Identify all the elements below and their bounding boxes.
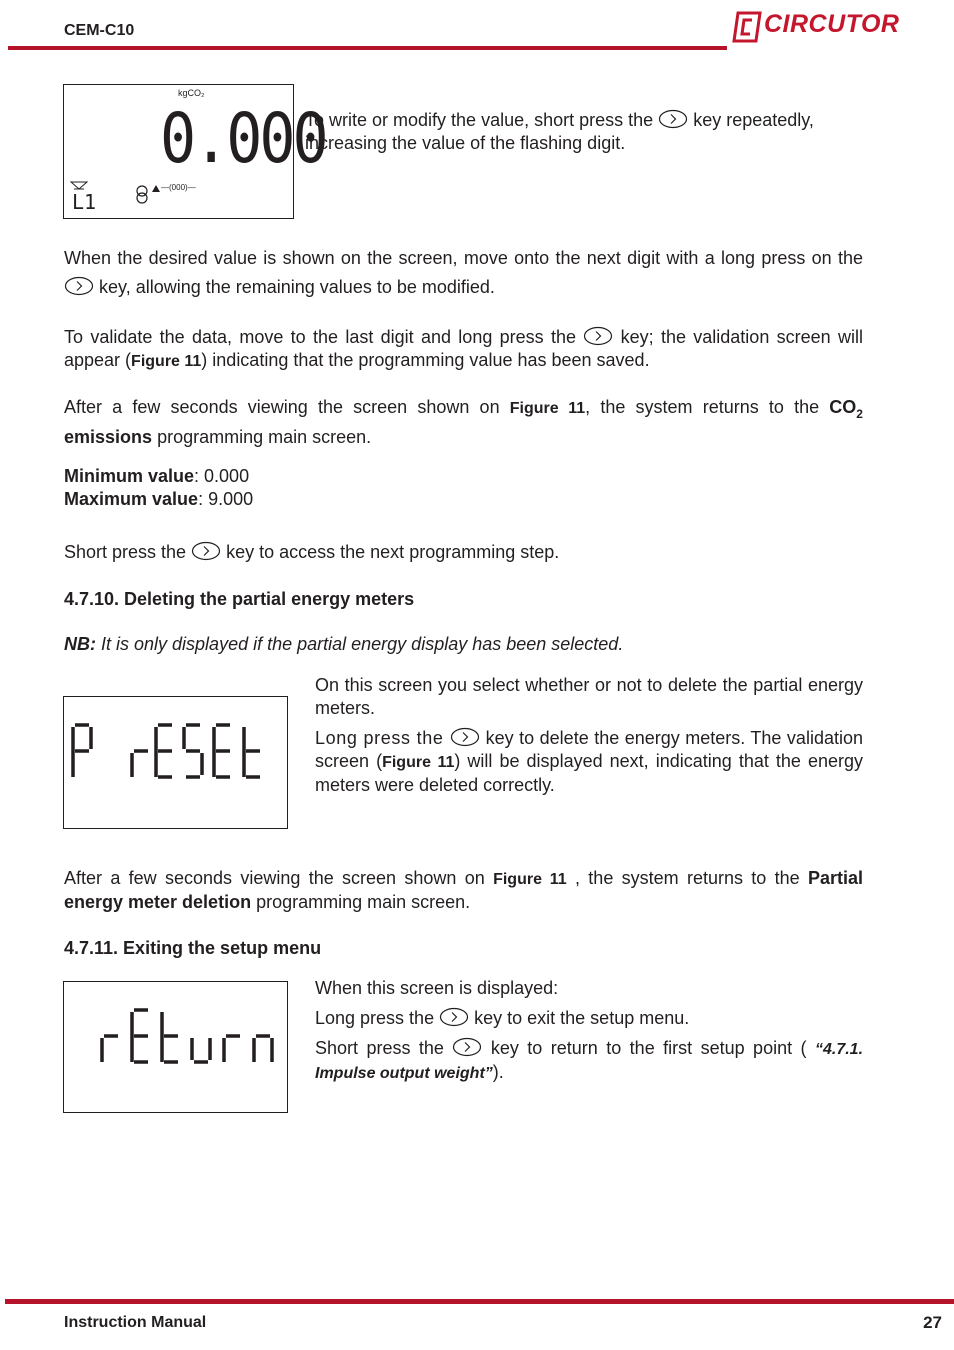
right-key-icon xyxy=(450,727,480,747)
lcd-display-co2 xyxy=(63,84,326,219)
paragraph-exit-setup: Long press the key to exit the setup menu. xyxy=(315,1008,690,1028)
paragraph-validate: To validate the data, move to the last digit and long press the key; the validation screen will appear (Figure 11) indicating that the programming value has been saved. xyxy=(64,327,863,370)
figure-reference: Figure 11 xyxy=(382,754,455,771)
footer-manual-label: Instruction Manual xyxy=(64,1314,207,1331)
paragraph-return-co2: After a few seconds viewing the screen shown on Figure 11, the system returns to the $CO_2$ emissions programming main screen. xyxy=(64,397,863,447)
footer-rule xyxy=(5,1299,954,1304)
header-rule xyxy=(8,46,727,50)
right-key-icon xyxy=(439,1007,469,1027)
paragraph-next-digit: When the desired value is shown on the screen, move onto the next digit with a long press on the key, allowing the remaining values to be modified. xyxy=(64,248,863,297)
up-arrow-icon xyxy=(151,184,161,194)
lcd-counter-indicator: —(000)— xyxy=(161,183,196,192)
figure-reference: Figure 11 xyxy=(493,871,567,888)
min-max-values xyxy=(64,465,564,511)
section-heading-4-7-11: 4.7.11. Exiting the setup menu xyxy=(64,938,322,958)
min-value-label: Minimum value xyxy=(64,466,195,486)
paragraph-delete-key: Long press the key to delete the energy meters. The validation screen (Figure 11) will be displayed next, indicating that the energy meters were deleted correctly. xyxy=(315,728,864,795)
lcd-display-return xyxy=(63,981,288,1113)
paragraph-next-step: Short press the key to access the next programming step. xyxy=(64,542,560,562)
max-value: : 9.000 xyxy=(198,489,254,509)
right-key-icon xyxy=(658,109,688,129)
lcd-display-reset xyxy=(63,696,288,829)
section-heading-4-7-10: 4.7.10. Deleting the partial energy meters xyxy=(64,589,415,609)
paragraph-write-value: To write or modify the value, short press the key repeatedly, increasing the value of the flashing digit. xyxy=(305,110,814,153)
max-value-label: Maximum value xyxy=(64,489,199,509)
lcd-digits: 0.000 xyxy=(160,98,326,180)
lcd-phase-label: L1 xyxy=(72,190,97,214)
paragraph-first-setup-point: Short press the key to return to the first setup point ( “4.7.1. Impulse output weight”). xyxy=(315,1038,864,1082)
circutor-logo-icon xyxy=(730,9,764,45)
brand-name: CIRCUTOR xyxy=(764,10,900,38)
paragraph-return-deletion: After a few seconds viewing the screen shown on Figure 11 , the system returns to the Partial energy meter deletion programming main screen. xyxy=(64,868,864,912)
transformer-icon xyxy=(135,184,149,206)
section-reference: “4.7.1. Impulse output weight” xyxy=(315,1041,864,1082)
lcd-return-segments xyxy=(64,982,287,1112)
paragraph-screen-displayed: When this screen is displayed: xyxy=(315,978,559,998)
lcd-counter-value: 000 xyxy=(171,183,186,192)
document-model-title: CEM-C10 xyxy=(64,22,135,39)
note-paragraph: NB: It is only displayed if the partial energy display has been selected. xyxy=(64,634,624,654)
circutor-logo xyxy=(730,9,908,45)
lcd-unit-label: kgCO₂ xyxy=(178,88,205,98)
note-label: NB: xyxy=(64,634,96,654)
right-key-icon xyxy=(452,1037,482,1057)
figure-reference: Figure 11 xyxy=(509,400,586,417)
right-key-icon xyxy=(64,276,94,296)
right-key-icon xyxy=(191,541,221,561)
paragraph-delete-screen: On this screen you select whether or not to delete the partial energy meters. xyxy=(315,675,863,718)
right-key-icon xyxy=(583,326,613,346)
page-number: 27 xyxy=(923,1313,942,1332)
figure-reference: Figure 11 xyxy=(131,353,202,370)
min-value: : 0.000 xyxy=(194,466,250,486)
